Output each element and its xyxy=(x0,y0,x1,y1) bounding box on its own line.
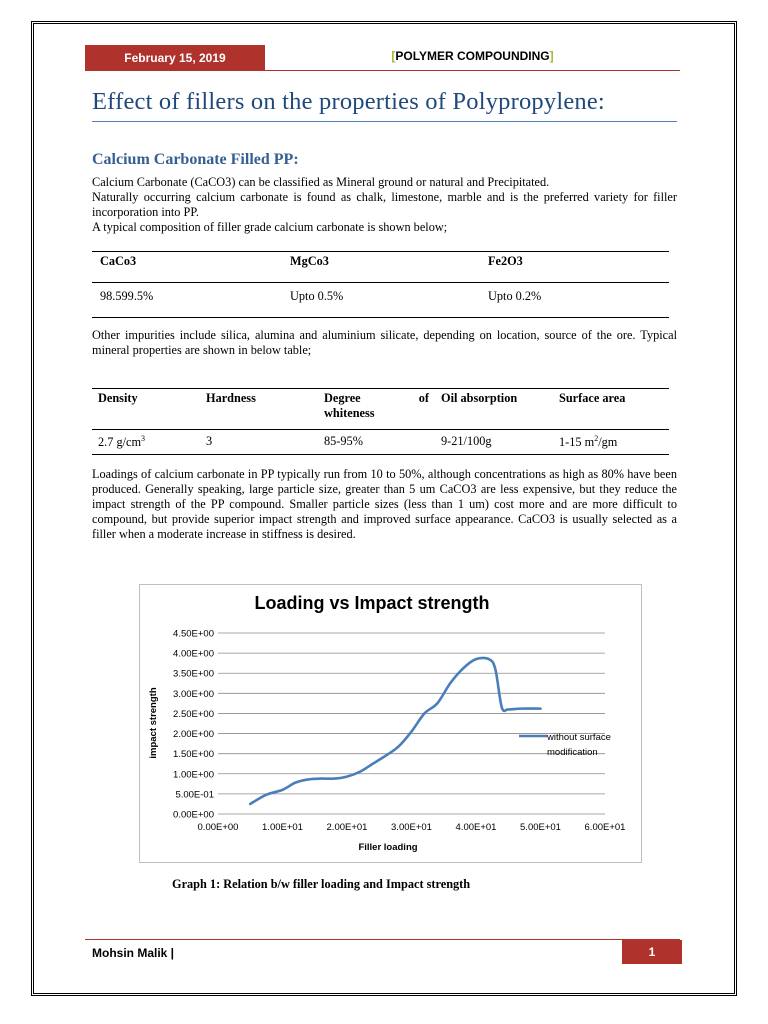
chart-title: Loading vs Impact strength xyxy=(254,593,490,613)
chart-x-ticks xyxy=(198,822,626,833)
degree-header-line xyxy=(324,391,429,406)
y-tick-label: 3.00E+00 xyxy=(173,688,214,700)
data-point xyxy=(450,683,451,684)
data-point xyxy=(411,731,412,732)
surface-value: 1-15 m xyxy=(559,435,595,450)
data-point xyxy=(321,778,322,779)
whiteness-word: whiteness xyxy=(324,406,375,420)
footer-author: Mohsin Malik | xyxy=(92,946,175,960)
data-point xyxy=(359,771,360,772)
chart-svg xyxy=(140,585,641,862)
x-tick-label: 4.00E+01 xyxy=(455,822,497,833)
table-header-cell: Oil absorption xyxy=(435,389,553,430)
table-row xyxy=(92,283,669,318)
loading-paragraph xyxy=(92,467,677,542)
header-section-text: POLYMER COMPOUNDING xyxy=(395,49,550,63)
table-row xyxy=(92,430,669,455)
data-point xyxy=(424,713,425,714)
footer-rule xyxy=(85,939,680,940)
data-point xyxy=(521,708,522,709)
impurities-text: Other impurities include silica, alumina and aluminium silicate, depending on location, source of the ore. Typical mineral properties are shown in below table; xyxy=(92,328,677,357)
y-tick-label: 1.50E+00 xyxy=(173,749,214,761)
data-point xyxy=(295,782,296,783)
y-tick-label: 2.00E+00 xyxy=(173,729,214,741)
y-tick-label: 1.00E+00 xyxy=(173,769,214,781)
table-header-row xyxy=(92,252,669,283)
data-point xyxy=(282,789,283,790)
data-point xyxy=(495,669,496,670)
table-cell-surface xyxy=(553,430,669,455)
table-cell: Upto 0.2% xyxy=(488,289,542,303)
data-point xyxy=(334,778,335,779)
x-tick-label: 5.00E+01 xyxy=(520,822,561,833)
data-point xyxy=(501,707,502,708)
x-tick-label: 6.00E+01 xyxy=(584,822,626,833)
page-number: 1 xyxy=(648,945,656,959)
header-rule xyxy=(265,70,680,71)
loading-text: Loadings of calcium carbonate in PP typically run from 10 to 50%, although concentrations as high as 80% have been produced. Generally speaking, large particle size, greater than 5 um CaCO3 are less expensive, but they reduce the impact strength of the PP compound. Smaller particle sizes (less than 1 um) cost more and are more difficult to compound, but provide superior impact strength and improved surface appearance. CaCO3 is usually selected as a filler when a moderate increase in stiffness is desired. xyxy=(92,467,677,541)
x-tick-label: 0.00E+00 xyxy=(197,822,239,833)
y-tick-label: 4.50E+00 xyxy=(173,628,214,640)
y-tick-label: 0.00E+00 xyxy=(173,809,214,821)
header-date-text: February 15, 2019 xyxy=(124,51,226,65)
header-section-title xyxy=(265,49,680,63)
series-line-without-surface-modification xyxy=(250,658,540,804)
x-tick-label: 1.00E+01 xyxy=(262,822,303,833)
data-point xyxy=(385,755,386,756)
y-tick-label: 2.50E+00 xyxy=(173,708,214,720)
data-point xyxy=(346,776,347,777)
table-header-cell: MgCo3 xyxy=(282,252,480,283)
surface-unit: /gm xyxy=(598,435,618,450)
table-cell: 98.599.5% xyxy=(100,289,154,303)
of-word: of xyxy=(418,391,429,405)
data-point xyxy=(250,803,251,804)
table-cell: 3 xyxy=(206,434,213,448)
header-bracket-close: ] xyxy=(549,49,554,63)
chart-y-axis-label: impact strength xyxy=(148,687,159,759)
table-header-row xyxy=(92,389,669,430)
data-point xyxy=(398,746,399,747)
density-superscript: 3 xyxy=(141,434,146,443)
y-tick-label: 4.00E+00 xyxy=(173,648,214,660)
title-underline xyxy=(92,121,677,122)
y-tick-label: 3.50E+00 xyxy=(173,668,214,680)
table-header-cell: Density xyxy=(92,389,200,430)
y-tick-label: 5.00E-01 xyxy=(175,789,214,801)
intro-line-1: Calcium Carbonate (CaCO3) can be classified as Mineral ground or natural and Precipitated. xyxy=(92,175,550,189)
table-header-cell: Hardness xyxy=(200,389,318,430)
x-tick-label: 3.00E+01 xyxy=(391,822,432,833)
data-point xyxy=(463,668,464,669)
data-point xyxy=(475,659,476,660)
data-point xyxy=(488,659,489,660)
header-date xyxy=(85,45,265,71)
data-point xyxy=(508,709,509,710)
header-bracket-open: [ xyxy=(391,49,396,63)
chart-y-ticks xyxy=(173,629,214,821)
table-cell-density xyxy=(92,430,200,455)
data-point xyxy=(372,763,373,764)
table-header-cell-degree xyxy=(318,389,435,430)
chart-x-axis-label: Filler loading xyxy=(358,842,418,853)
legend-label-line-1: without surface xyxy=(547,732,611,743)
table-header-cell: Fe2O3 xyxy=(480,252,669,283)
data-point xyxy=(437,703,438,704)
document-title: Effect of fillers on the properties of Polypropylene: xyxy=(92,88,605,115)
impurities-paragraph xyxy=(92,328,677,358)
intro-paragraph xyxy=(92,175,677,235)
x-tick-label: 2.00E+01 xyxy=(326,822,368,833)
data-point xyxy=(308,779,309,780)
density-value: 2.7 g/cm xyxy=(98,435,142,450)
degree-word: Degree xyxy=(324,391,361,405)
impact-strength-chart xyxy=(139,584,642,863)
graph-caption: Graph 1: Relation b/w filler loading and Impact strength xyxy=(172,877,471,891)
chart-gridlines xyxy=(218,633,605,814)
table-cell: Upto 0.5% xyxy=(290,289,344,303)
table-cell: 9-21/100g xyxy=(441,434,492,448)
intro-line-2: Naturally occurring calcium carbonate is found as chalk, limestone, marble and is the preferred variety for filler incorporation into PP. xyxy=(92,190,677,219)
table-header-cell: Surface area xyxy=(553,389,669,430)
properties-table xyxy=(92,388,669,455)
composition-table xyxy=(92,251,669,318)
data-point xyxy=(266,794,267,795)
legend-label-line-2: modification xyxy=(547,747,598,758)
page-number-box xyxy=(622,940,682,964)
intro-line-3: A typical composition of filler grade calcium carbonate is shown below; xyxy=(92,220,448,234)
table-cell: 85-95% xyxy=(324,434,363,448)
table-header-cell: CaCo3 xyxy=(92,252,282,283)
section-heading: Calcium Carbonate Filled PP: xyxy=(92,151,299,168)
data-point xyxy=(540,708,541,709)
surface-superscript: 2 xyxy=(594,434,599,443)
